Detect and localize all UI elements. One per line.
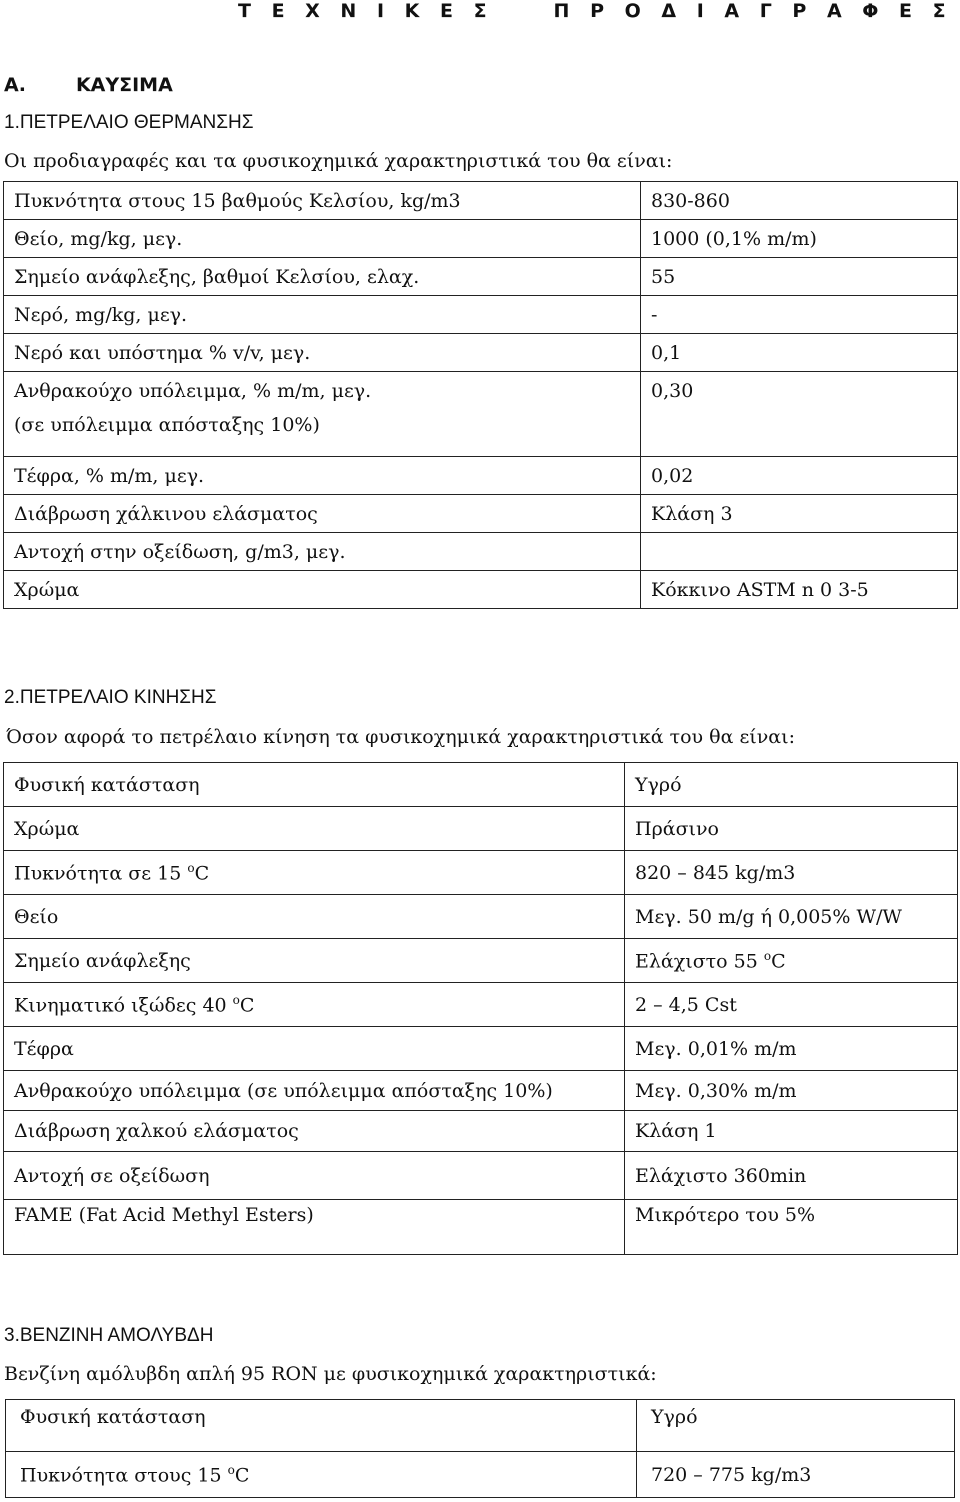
- table-row: [4, 533, 958, 571]
- degree-sup: ο: [187, 860, 195, 875]
- spec-value: 55: [641, 258, 958, 296]
- spec-property: Φυσική κατάσταση: [4, 763, 625, 807]
- table-row: [4, 1071, 958, 1111]
- spec-value: Μικρότερο του 5%: [625, 1200, 958, 1255]
- table-row: [4, 763, 958, 807]
- spec-property: Θείο, mg/kg, μεγ.: [4, 220, 641, 258]
- unit-text: C: [771, 950, 786, 973]
- spec-property: Τέφρα: [4, 1027, 625, 1071]
- table-row: [4, 182, 958, 220]
- spec-value: [625, 939, 958, 983]
- title-word-2: Π Ρ Ο Δ Ι Α Γ Ρ Α Φ Ε Σ: [553, 0, 953, 22]
- spec-property-line-2: (σε υπόλειμμα απόσταξης 10%): [14, 414, 320, 436]
- section-a-letter: Α.: [4, 74, 26, 96]
- table-row: [4, 334, 958, 372]
- table-row: [4, 939, 958, 983]
- spec-property: [6, 1452, 637, 1498]
- spec-value: 0,30: [641, 372, 958, 457]
- spec-value: 820 – 845 kg/m3: [625, 851, 958, 895]
- degree-sup: ο: [227, 1462, 235, 1477]
- petrol-spec-table: [5, 1399, 955, 1498]
- spec-value: Μεγ. 50 m/g ή 0,005% W/W: [625, 895, 958, 939]
- petrol-intro: Βενζίνη αμόλυβδη απλή 95 RON με φυσικοχημικά χαρακτηριστικά:: [4, 1363, 657, 1385]
- document-title: [238, 0, 953, 22]
- heating-oil-heading: 1.ΠΕΤΡΕΛΑΙΟ ΘΕΡΜΑΝΣΗΣ: [4, 112, 254, 133]
- spec-property: Χρώμα: [4, 807, 625, 851]
- title-word-1: Τ Ε Χ Ν Ι Κ Ε Σ: [238, 0, 494, 22]
- diesel-spec-table: [3, 762, 958, 1255]
- spec-value-text: Ελάχιστο 55: [635, 950, 764, 973]
- table-row: [4, 571, 958, 609]
- spec-value: Υγρό: [637, 1400, 955, 1452]
- spec-property: Πυκνότητα στους 15 βαθμούς Κελσίου, kg/m3: [4, 182, 641, 220]
- table-row: [4, 807, 958, 851]
- spec-value: 0,02: [641, 457, 958, 495]
- spec-property: Θείο: [4, 895, 625, 939]
- table-row: [4, 983, 958, 1027]
- unit-text: C: [239, 994, 255, 1017]
- table-row: [4, 851, 958, 895]
- table-row: [4, 457, 958, 495]
- section-a-label: ΚΑΥΣΙΜΑ: [75, 74, 173, 96]
- spec-value: Υγρό: [625, 763, 958, 807]
- spec-property: Ανθρακούχο υπόλειμμα (σε υπόλειμμα απόσταξης 10%): [4, 1071, 625, 1111]
- section-a-heading: [4, 74, 173, 96]
- spec-value: Μεγ. 0,30% m/m: [625, 1071, 958, 1111]
- diesel-heading: 2.ΠΕΤΡΕΛΑΙΟ ΚΙΝΗΣΗΣ: [4, 687, 217, 708]
- heating-oil-spec-table: [3, 181, 958, 609]
- table-row: [4, 220, 958, 258]
- spec-value: Πράσινο: [625, 807, 958, 851]
- table-row: [4, 1111, 958, 1152]
- table-row: [4, 495, 958, 533]
- spec-value: 1000 (0,1% m/m): [641, 220, 958, 258]
- spec-property: Διάβρωση χαλκού ελάσματος: [4, 1111, 625, 1152]
- spec-value: Ελάχιστο 360min: [625, 1152, 958, 1200]
- spec-property-line-1: Ανθρακούχο υπόλειμμα, % m/m, μεγ.: [14, 380, 372, 402]
- spec-property: Τέφρα, % m/m, μεγ.: [4, 457, 641, 495]
- unit-text: C: [234, 1464, 250, 1487]
- spec-property: Νερό, mg/kg, μεγ.: [4, 296, 641, 334]
- spec-value: 2 – 4,5 Cst: [625, 983, 958, 1027]
- spec-value: -: [641, 296, 958, 334]
- spec-value: Μεγ. 0,01% m/m: [625, 1027, 958, 1071]
- spec-value: Κόκκινο ASTM n 0 3-5: [641, 571, 958, 609]
- table-row: [4, 1200, 958, 1255]
- spec-property: [4, 851, 625, 895]
- table-row: [6, 1400, 955, 1452]
- spec-value: Κλάση 3: [641, 495, 958, 533]
- spec-property-text: Πυκνότητα στους 15: [20, 1464, 228, 1487]
- table-row: [4, 372, 958, 457]
- spec-value: 830-860: [641, 182, 958, 220]
- spec-property: Αντοχή σε οξείδωση: [4, 1152, 625, 1200]
- spec-property: Σημείο ανάφλεξης, βαθμοί Κελσίου, ελαχ.: [4, 258, 641, 296]
- table-row: [6, 1452, 955, 1498]
- spec-value: [641, 533, 958, 571]
- table-row: [4, 895, 958, 939]
- spec-property: FAME (Fat Acid Methyl Esters): [4, 1200, 625, 1255]
- petrol-heading: 3.ΒΕΝΖΙΝΗ ΑΜΟΛΥΒΔΗ: [4, 1325, 214, 1346]
- spec-property: Φυσική κατάσταση: [6, 1400, 637, 1452]
- spec-property: [4, 983, 625, 1027]
- spec-value: 0,1: [641, 334, 958, 372]
- table-row: [4, 1027, 958, 1071]
- spec-property: Διάβρωση χάλκινου ελάσματος: [4, 495, 641, 533]
- table-row: [4, 1152, 958, 1200]
- spec-value: Κλάση 1: [625, 1111, 958, 1152]
- spec-property: Αντοχή στην οξείδωση, g/m3, μεγ.: [4, 533, 641, 571]
- spec-property: Χρώμα: [4, 571, 641, 609]
- spec-property: [4, 372, 641, 457]
- table-row: [4, 258, 958, 296]
- spec-property-text: Κινηματικό ιξώδες 40: [14, 994, 233, 1017]
- unit-text: C: [194, 862, 210, 885]
- spec-property: Νερό και υπόστημα % v/v, μεγ.: [4, 334, 641, 372]
- spec-value: 720 – 775 kg/m3: [637, 1452, 955, 1498]
- heating-oil-intro: Οι προδιαγραφές και τα φυσικοχημικά χαρακτηριστικά του θα είναι:: [4, 150, 673, 172]
- degree-sup: ο: [763, 948, 772, 963]
- spec-property-text: Πυκνότητα σε 15: [14, 862, 188, 885]
- diesel-intro: Όσον αφορά το πετρέλαιο κίνηση τα φυσικοχημικά χαρακτηριστικά του θα είναι:: [6, 726, 795, 748]
- table-row: [4, 296, 958, 334]
- spec-property: Σημείο ανάφλεξης: [4, 939, 625, 983]
- degree-sup: ο: [232, 992, 240, 1007]
